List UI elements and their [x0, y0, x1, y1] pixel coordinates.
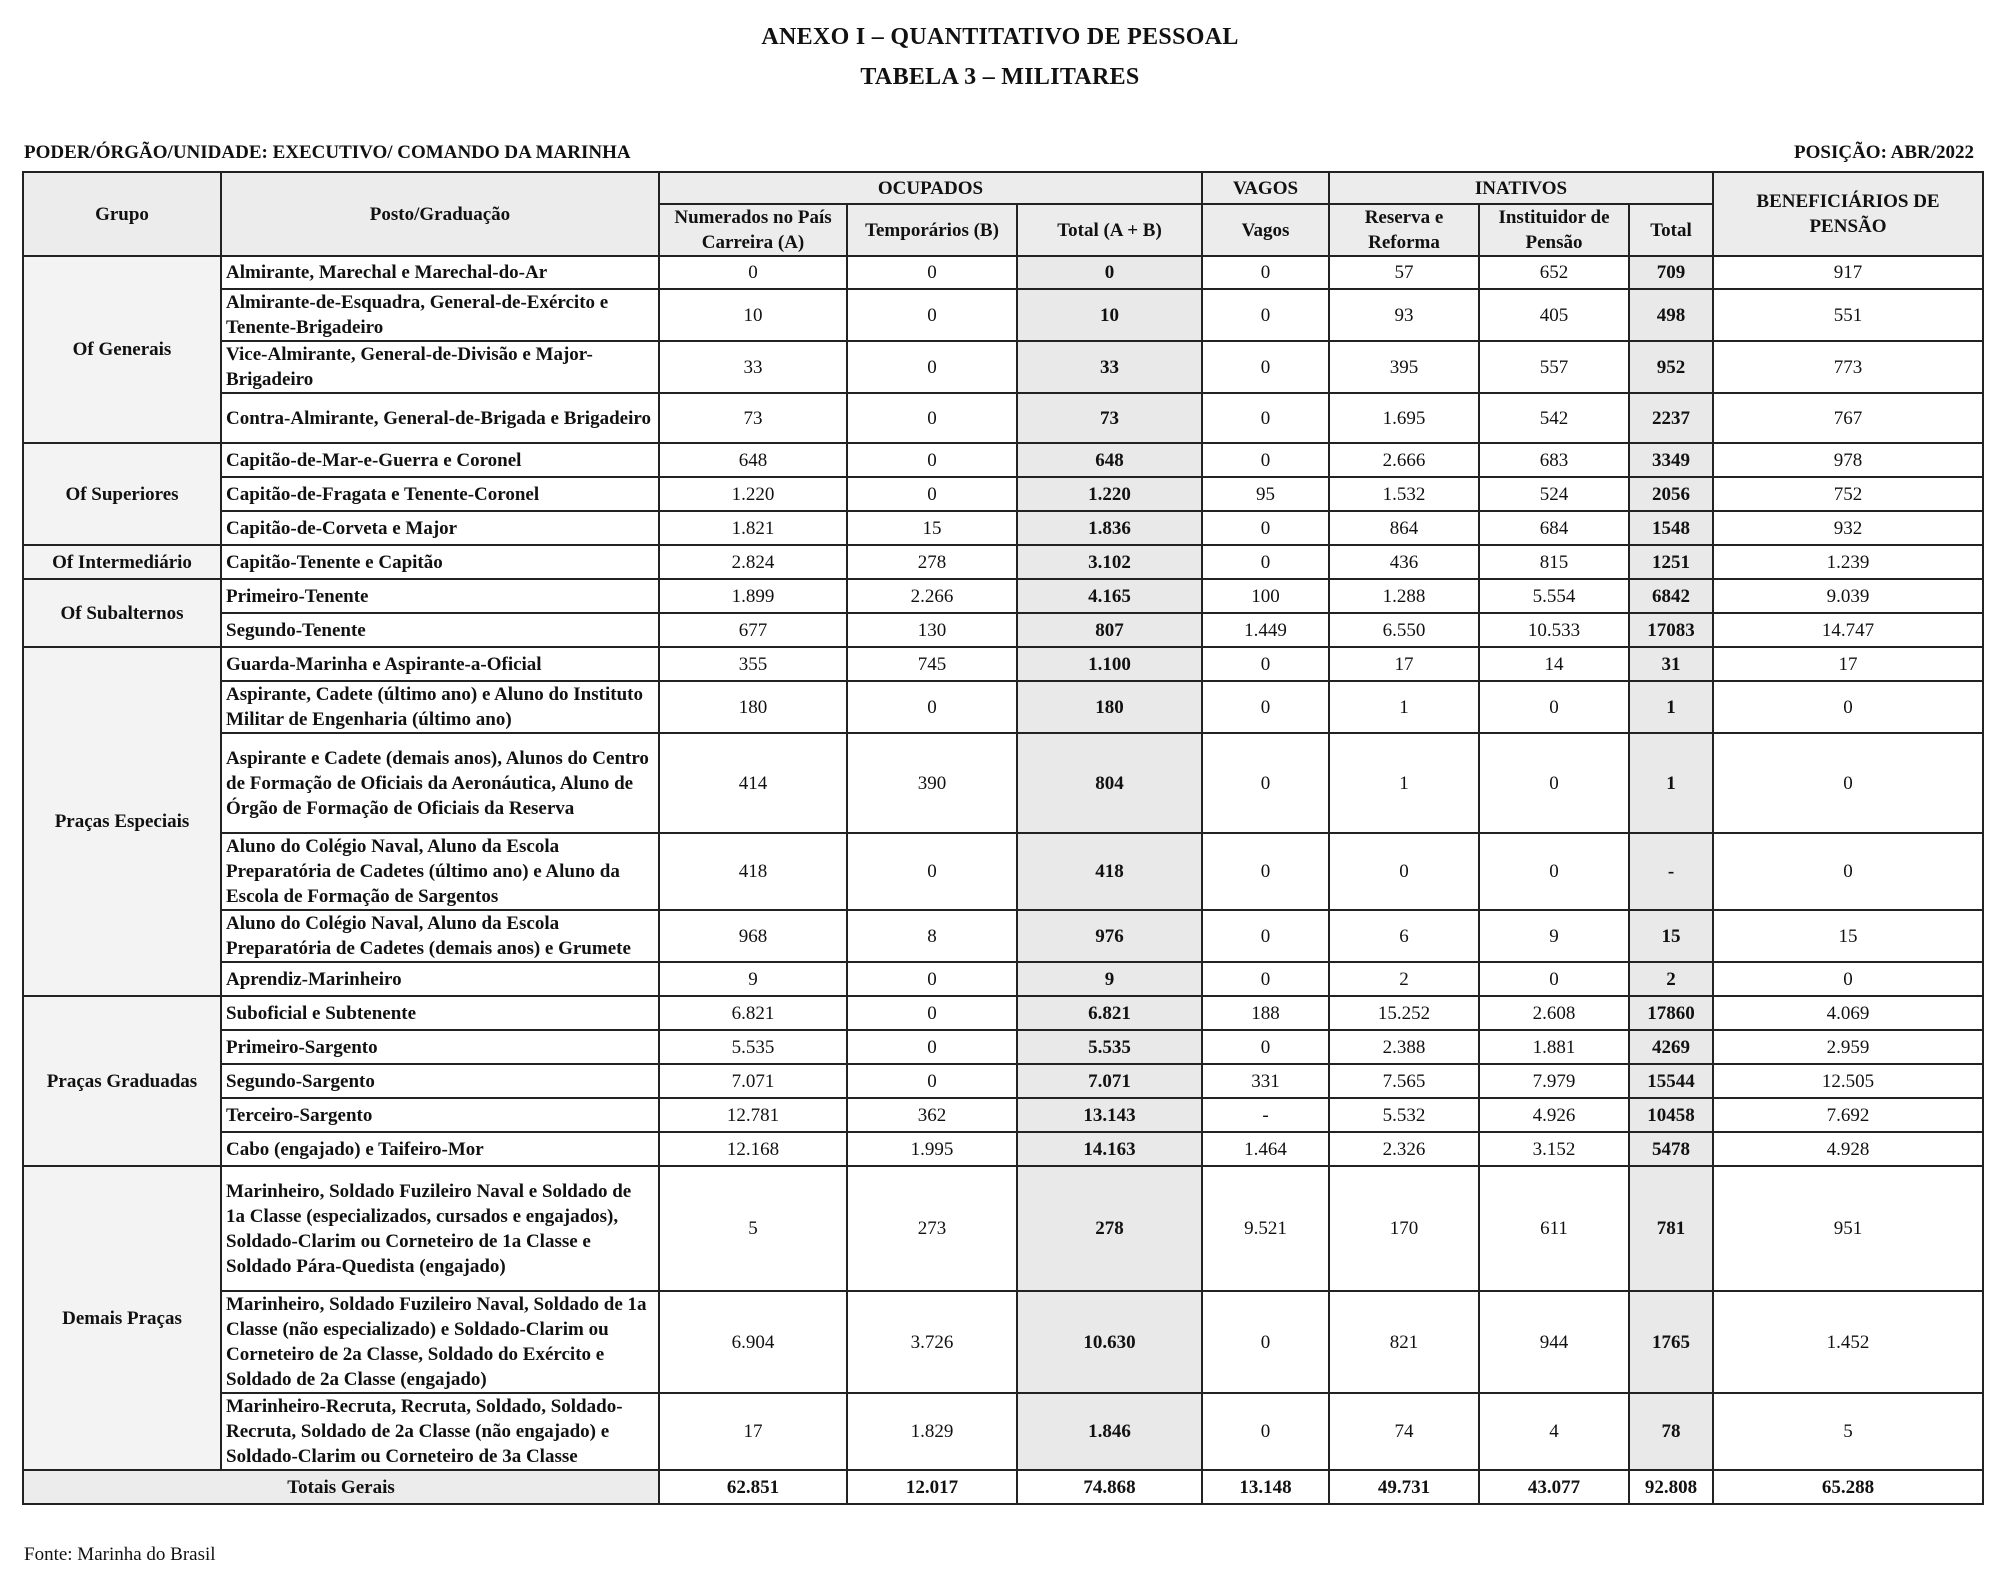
numerados-cell: 6.821: [659, 996, 847, 1030]
header-numerados: Numerados no País Carreira (A): [659, 204, 847, 256]
posto-cell: Segundo-Sargento: [221, 1064, 659, 1098]
temporarios-cell: 273: [847, 1166, 1017, 1291]
posto-cell: Vice-Almirante, General-de-Divisão e Major-Brigadeiro: [221, 341, 659, 393]
temporarios-cell: 2.266: [847, 579, 1017, 613]
vagos-cell: 0: [1202, 647, 1329, 681]
vagos-cell: 0: [1202, 910, 1329, 962]
table-row: [23, 1393, 1983, 1470]
instituidor-cell: 611: [1479, 1166, 1629, 1291]
total-cell: 2237: [1629, 393, 1713, 443]
vagos-cell: 0: [1202, 1393, 1329, 1470]
total-ab-cell: 9: [1017, 962, 1202, 996]
temporarios-cell: 0: [847, 443, 1017, 477]
vagos-cell: 0: [1202, 256, 1329, 289]
instituidor-cell: 815: [1479, 545, 1629, 579]
instituidor-cell: 405: [1479, 289, 1629, 341]
temporarios-cell: 0: [847, 962, 1017, 996]
total-ab-cell: 3.102: [1017, 545, 1202, 579]
total-cell: 1: [1629, 681, 1713, 733]
table-row: [23, 1132, 1983, 1166]
beneficiarios-cell: 0: [1713, 833, 1983, 910]
table-row: [23, 647, 1983, 681]
vagos-cell: 1.449: [1202, 613, 1329, 647]
reserva-cell: 2.388: [1329, 1030, 1479, 1064]
total-ab-cell: 6.821: [1017, 996, 1202, 1030]
table-row: [23, 443, 1983, 477]
table-row: [23, 1030, 1983, 1064]
posto-cell: Primeiro-Sargento: [221, 1030, 659, 1064]
table-row: [23, 733, 1983, 833]
instituidor-cell: 14: [1479, 647, 1629, 681]
total-cell: -: [1629, 833, 1713, 910]
posto-cell: Marinheiro, Soldado Fuzileiro Naval e Soldado de 1a Classe (especializados, cursados e engajados), Soldado-Clarim ou Corneteiro de 1a Classe e Soldado Pára-Quedista (engajado): [221, 1166, 659, 1291]
total-cell: 6842: [1629, 579, 1713, 613]
table-row: [23, 1098, 1983, 1132]
header-ocupados: OCUPADOS: [659, 172, 1202, 204]
header-vagos-group: VAGOS: [1202, 172, 1329, 204]
totais-row: [23, 1470, 1983, 1504]
militares-table: [22, 171, 1984, 1505]
reserva-cell: 395: [1329, 341, 1479, 393]
orgao-label: PODER/ÓRGÃO/UNIDADE: EXECUTIVO/ COMANDO DA MARINHA: [24, 142, 631, 163]
total-ab-cell: 5.535: [1017, 1030, 1202, 1064]
instituidor-cell: 5.554: [1479, 579, 1629, 613]
posto-cell: Capitão-de-Corveta e Major: [221, 511, 659, 545]
total-cell: 1765: [1629, 1291, 1713, 1393]
beneficiarios-cell: 9.039: [1713, 579, 1983, 613]
posto-cell: Suboficial e Subtenente: [221, 996, 659, 1030]
reserva-cell: 170: [1329, 1166, 1479, 1291]
beneficiarios-cell: 951: [1713, 1166, 1983, 1291]
reserva-cell: 1.532: [1329, 477, 1479, 511]
numerados-cell: 677: [659, 613, 847, 647]
reserva-cell: 0: [1329, 833, 1479, 910]
totais-beneficiarios: 65.288: [1713, 1470, 1983, 1504]
numerados-cell: 355: [659, 647, 847, 681]
numerados-cell: 12.781: [659, 1098, 847, 1132]
totais-reserva: 49.731: [1329, 1470, 1479, 1504]
numerados-cell: 968: [659, 910, 847, 962]
total-ab-cell: 976: [1017, 910, 1202, 962]
temporarios-cell: 0: [847, 341, 1017, 393]
total-cell: 952: [1629, 341, 1713, 393]
reserva-cell: 5.532: [1329, 1098, 1479, 1132]
table-row: [23, 393, 1983, 443]
beneficiarios-cell: 4.928: [1713, 1132, 1983, 1166]
instituidor-cell: 944: [1479, 1291, 1629, 1393]
posto-cell: Capitão-de-Fragata e Tenente-Coronel: [221, 477, 659, 511]
group-cell: Of Superiores: [23, 443, 221, 545]
beneficiarios-cell: 17: [1713, 647, 1983, 681]
numerados-cell: 33: [659, 341, 847, 393]
vagos-cell: 0: [1202, 341, 1329, 393]
vagos-cell: 0: [1202, 289, 1329, 341]
numerados-cell: 180: [659, 681, 847, 733]
numerados-cell: 73: [659, 393, 847, 443]
vagos-cell: 188: [1202, 996, 1329, 1030]
instituidor-cell: 10.533: [1479, 613, 1629, 647]
total-cell: 1548: [1629, 511, 1713, 545]
table-row: [23, 511, 1983, 545]
totais-vagos: 13.148: [1202, 1470, 1329, 1504]
beneficiarios-cell: 4.069: [1713, 996, 1983, 1030]
totais-temporarios: 12.017: [847, 1470, 1017, 1504]
temporarios-cell: 0: [847, 1064, 1017, 1098]
total-cell: 1251: [1629, 545, 1713, 579]
header-vagos: Vagos: [1202, 204, 1329, 256]
fonte-note: Fonte: Marinha do Brasil: [24, 1544, 216, 1565]
beneficiarios-cell: 7.692: [1713, 1098, 1983, 1132]
posto-cell: Marinheiro-Recruta, Recruta, Soldado, Soldado-Recruta, Soldado de 2a Classe (não engajado) e Soldado-Clarim ou Corneteiro de 3a Classe: [221, 1393, 659, 1470]
table-row: [23, 613, 1983, 647]
posto-cell: Cabo (engajado) e Taifeiro-Mor: [221, 1132, 659, 1166]
instituidor-cell: 557: [1479, 341, 1629, 393]
reserva-cell: 17: [1329, 647, 1479, 681]
instituidor-cell: 0: [1479, 681, 1629, 733]
instituidor-cell: 9: [1479, 910, 1629, 962]
vagos-cell: -: [1202, 1098, 1329, 1132]
vagos-cell: 95: [1202, 477, 1329, 511]
total-ab-cell: 418: [1017, 833, 1202, 910]
total-cell: 15: [1629, 910, 1713, 962]
total-cell: 17083: [1629, 613, 1713, 647]
numerados-cell: 2.824: [659, 545, 847, 579]
beneficiarios-cell: 978: [1713, 443, 1983, 477]
instituidor-cell: 0: [1479, 833, 1629, 910]
posto-cell: Capitão-Tenente e Capitão: [221, 545, 659, 579]
table-row: [23, 579, 1983, 613]
instituidor-cell: 1.881: [1479, 1030, 1629, 1064]
header-inativos: INATIVOS: [1329, 172, 1713, 204]
reserva-cell: 74: [1329, 1393, 1479, 1470]
instituidor-cell: 2.608: [1479, 996, 1629, 1030]
beneficiarios-cell: 0: [1713, 681, 1983, 733]
numerados-cell: 17: [659, 1393, 847, 1470]
reserva-cell: 2.666: [1329, 443, 1479, 477]
posto-cell: Marinheiro, Soldado Fuzileiro Naval, Soldado de 1a Classe (não especializado) e Soldado-Clarim ou Corneteiro de 2a Classe, Soldado do Exército e Soldado de 2a Classe (engajado): [221, 1291, 659, 1393]
reserva-cell: 1: [1329, 733, 1479, 833]
instituidor-cell: 524: [1479, 477, 1629, 511]
instituidor-cell: 683: [1479, 443, 1629, 477]
posicao-label: POSIÇÃO: ABR/2022: [1794, 142, 1974, 163]
vagos-cell: 0: [1202, 833, 1329, 910]
total-ab-cell: 1.836: [1017, 511, 1202, 545]
group-cell: Demais Praças: [23, 1166, 221, 1470]
totais-label: Totais Gerais: [23, 1470, 659, 1504]
posto-cell: Guarda-Marinha e Aspirante-a-Oficial: [221, 647, 659, 681]
vagos-cell: 0: [1202, 393, 1329, 443]
numerados-cell: 0: [659, 256, 847, 289]
numerados-cell: 648: [659, 443, 847, 477]
table-row: [23, 833, 1983, 910]
group-cell: Of Intermediário: [23, 545, 221, 579]
total-cell: 709: [1629, 256, 1713, 289]
total-ab-cell: 7.071: [1017, 1064, 1202, 1098]
group-cell: Praças Especiais: [23, 647, 221, 996]
instituidor-cell: 7.979: [1479, 1064, 1629, 1098]
vagos-cell: 331: [1202, 1064, 1329, 1098]
total-cell: 1: [1629, 733, 1713, 833]
total-ab-cell: 33: [1017, 341, 1202, 393]
numerados-cell: 1.821: [659, 511, 847, 545]
temporarios-cell: 0: [847, 996, 1017, 1030]
numerados-cell: 1.899: [659, 579, 847, 613]
total-cell: 10458: [1629, 1098, 1713, 1132]
beneficiarios-cell: 5: [1713, 1393, 1983, 1470]
beneficiarios-cell: 0: [1713, 962, 1983, 996]
temporarios-cell: 0: [847, 833, 1017, 910]
posto-cell: Segundo-Tenente: [221, 613, 659, 647]
reserva-cell: 1.695: [1329, 393, 1479, 443]
table-row: [23, 256, 1983, 289]
total-ab-cell: 10.630: [1017, 1291, 1202, 1393]
total-ab-cell: 73: [1017, 393, 1202, 443]
total-ab-cell: 0: [1017, 256, 1202, 289]
temporarios-cell: 1.829: [847, 1393, 1017, 1470]
total-cell: 781: [1629, 1166, 1713, 1291]
instituidor-cell: 684: [1479, 511, 1629, 545]
instituidor-cell: 542: [1479, 393, 1629, 443]
total-ab-cell: 804: [1017, 733, 1202, 833]
document-title: ANEXO I – QUANTITATIVO DE PESSOAL: [761, 24, 1239, 50]
header-grupo: Grupo: [23, 172, 221, 256]
beneficiarios-cell: 1.239: [1713, 545, 1983, 579]
vagos-cell: 0: [1202, 443, 1329, 477]
total-ab-cell: 1.220: [1017, 477, 1202, 511]
posto-cell: Capitão-de-Mar-e-Guerra e Coronel: [221, 443, 659, 477]
beneficiarios-cell: 14.747: [1713, 613, 1983, 647]
total-ab-cell: 1.846: [1017, 1393, 1202, 1470]
vagos-cell: 0: [1202, 681, 1329, 733]
group-cell: Of Subalternos: [23, 579, 221, 647]
total-ab-cell: 13.143: [1017, 1098, 1202, 1132]
beneficiarios-cell: 551: [1713, 289, 1983, 341]
reserva-cell: 7.565: [1329, 1064, 1479, 1098]
vagos-cell: 0: [1202, 733, 1329, 833]
temporarios-cell: 0: [847, 289, 1017, 341]
total-cell: 3349: [1629, 443, 1713, 477]
beneficiarios-cell: 752: [1713, 477, 1983, 511]
total-ab-cell: 180: [1017, 681, 1202, 733]
numerados-cell: 12.168: [659, 1132, 847, 1166]
header-temporarios: Temporários (B): [847, 204, 1017, 256]
posto-cell: Aspirante e Cadete (demais anos), Alunos do Centro de Formação de Oficiais da Aeronáutica, Aluno de Órgão de Formação de Oficiais da Reserva: [221, 733, 659, 833]
instituidor-cell: 4: [1479, 1393, 1629, 1470]
reserva-cell: 6.550: [1329, 613, 1479, 647]
temporarios-cell: 362: [847, 1098, 1017, 1132]
total-cell: 5478: [1629, 1132, 1713, 1166]
temporarios-cell: 0: [847, 1030, 1017, 1064]
temporarios-cell: 3.726: [847, 1291, 1017, 1393]
header-beneficiarios: BENEFICIÁRIOS DE PENSÃO: [1713, 172, 1983, 256]
instituidor-cell: 4.926: [1479, 1098, 1629, 1132]
table-title: TABELA 3 – MILITARES: [860, 64, 1140, 90]
reserva-cell: 57: [1329, 256, 1479, 289]
total-ab-cell: 648: [1017, 443, 1202, 477]
total-cell: 15544: [1629, 1064, 1713, 1098]
vagos-cell: 0: [1202, 511, 1329, 545]
total-ab-cell: 1.100: [1017, 647, 1202, 681]
temporarios-cell: 278: [847, 545, 1017, 579]
group-cell: Praças Graduadas: [23, 996, 221, 1166]
header-instituidor: Instituidor de Pensão: [1479, 204, 1629, 256]
total-ab-cell: 278: [1017, 1166, 1202, 1291]
temporarios-cell: 130: [847, 613, 1017, 647]
posto-cell: Primeiro-Tenente: [221, 579, 659, 613]
table-body: [23, 256, 1983, 1470]
temporarios-cell: 15: [847, 511, 1017, 545]
beneficiarios-cell: 917: [1713, 256, 1983, 289]
header-reserva: Reserva e Reforma: [1329, 204, 1479, 256]
beneficiarios-cell: 2.959: [1713, 1030, 1983, 1064]
header-posto: Posto/Graduação: [221, 172, 659, 256]
total-cell: 17860: [1629, 996, 1713, 1030]
temporarios-cell: 0: [847, 681, 1017, 733]
instituidor-cell: 3.152: [1479, 1132, 1629, 1166]
table-row: [23, 545, 1983, 579]
table-row: [23, 341, 1983, 393]
reserva-cell: 864: [1329, 511, 1479, 545]
total-cell: 498: [1629, 289, 1713, 341]
total-cell: 2056: [1629, 477, 1713, 511]
total-cell: 31: [1629, 647, 1713, 681]
header-total: Total: [1629, 204, 1713, 256]
header-total-ab: Total (A + B): [1017, 204, 1202, 256]
numerados-cell: 5.535: [659, 1030, 847, 1064]
group-cell: Of Generais: [23, 256, 221, 443]
vagos-cell: 0: [1202, 545, 1329, 579]
instituidor-cell: 0: [1479, 962, 1629, 996]
posto-cell: Aluno do Colégio Naval, Aluno da Escola Preparatória de Cadetes (último ano) e Aluno da Escola de Formação de Sargentos: [221, 833, 659, 910]
table-row: [23, 1291, 1983, 1393]
reserva-cell: 93: [1329, 289, 1479, 341]
total-cell: 4269: [1629, 1030, 1713, 1064]
reserva-cell: 2.326: [1329, 1132, 1479, 1166]
totais-instituidor: 43.077: [1479, 1470, 1629, 1504]
total-ab-cell: 4.165: [1017, 579, 1202, 613]
table-row: [23, 962, 1983, 996]
totais-total-ab: 74.868: [1017, 1470, 1202, 1504]
numerados-cell: 414: [659, 733, 847, 833]
beneficiarios-cell: 932: [1713, 511, 1983, 545]
table-row: [23, 477, 1983, 511]
temporarios-cell: 1.995: [847, 1132, 1017, 1166]
posto-cell: Aluno do Colégio Naval, Aluno da Escola Preparatória de Cadetes (demais anos) e Grumete: [221, 910, 659, 962]
numerados-cell: 9: [659, 962, 847, 996]
vagos-cell: 0: [1202, 962, 1329, 996]
vagos-cell: 0: [1202, 1291, 1329, 1393]
table-row: [23, 1064, 1983, 1098]
vagos-cell: 0: [1202, 1030, 1329, 1064]
beneficiarios-cell: 773: [1713, 341, 1983, 393]
beneficiarios-cell: 1.452: [1713, 1291, 1983, 1393]
beneficiarios-cell: 767: [1713, 393, 1983, 443]
temporarios-cell: 0: [847, 256, 1017, 289]
numerados-cell: 6.904: [659, 1291, 847, 1393]
posto-cell: Terceiro-Sargento: [221, 1098, 659, 1132]
reserva-cell: 15.252: [1329, 996, 1479, 1030]
total-ab-cell: 807: [1017, 613, 1202, 647]
table-row: [23, 1166, 1983, 1291]
posto-cell: Aprendiz-Marinheiro: [221, 962, 659, 996]
reserva-cell: 1: [1329, 681, 1479, 733]
posto-cell: Aspirante, Cadete (último ano) e Aluno do Instituto Militar de Engenharia (último ano): [221, 681, 659, 733]
temporarios-cell: 0: [847, 477, 1017, 511]
numerados-cell: 5: [659, 1166, 847, 1291]
instituidor-cell: 0: [1479, 733, 1629, 833]
posto-cell: Almirante, Marechal e Marechal-do-Ar: [221, 256, 659, 289]
numerados-cell: 7.071: [659, 1064, 847, 1098]
vagos-cell: 9.521: [1202, 1166, 1329, 1291]
posto-cell: Contra-Almirante, General-de-Brigada e Brigadeiro: [221, 393, 659, 443]
beneficiarios-cell: 15: [1713, 910, 1983, 962]
reserva-cell: 821: [1329, 1291, 1479, 1393]
temporarios-cell: 390: [847, 733, 1017, 833]
table-row: [23, 681, 1983, 733]
total-ab-cell: 10: [1017, 289, 1202, 341]
totais-total: 92.808: [1629, 1470, 1713, 1504]
temporarios-cell: 745: [847, 647, 1017, 681]
numerados-cell: 10: [659, 289, 847, 341]
numerados-cell: 1.220: [659, 477, 847, 511]
vagos-cell: 100: [1202, 579, 1329, 613]
total-ab-cell: 14.163: [1017, 1132, 1202, 1166]
table-row: [23, 910, 1983, 962]
reserva-cell: 1.288: [1329, 579, 1479, 613]
instituidor-cell: 652: [1479, 256, 1629, 289]
table-row: [23, 289, 1983, 341]
total-cell: 78: [1629, 1393, 1713, 1470]
table-row: [23, 996, 1983, 1030]
reserva-cell: 436: [1329, 545, 1479, 579]
total-cell: 2: [1629, 962, 1713, 996]
temporarios-cell: 8: [847, 910, 1017, 962]
beneficiarios-cell: 12.505: [1713, 1064, 1983, 1098]
reserva-cell: 2: [1329, 962, 1479, 996]
temporarios-cell: 0: [847, 393, 1017, 443]
vagos-cell: 1.464: [1202, 1132, 1329, 1166]
reserva-cell: 6: [1329, 910, 1479, 962]
beneficiarios-cell: 0: [1713, 733, 1983, 833]
totais-numerados: 62.851: [659, 1470, 847, 1504]
posto-cell: Almirante-de-Esquadra, General-de-Exército e Tenente-Brigadeiro: [221, 289, 659, 341]
numerados-cell: 418: [659, 833, 847, 910]
